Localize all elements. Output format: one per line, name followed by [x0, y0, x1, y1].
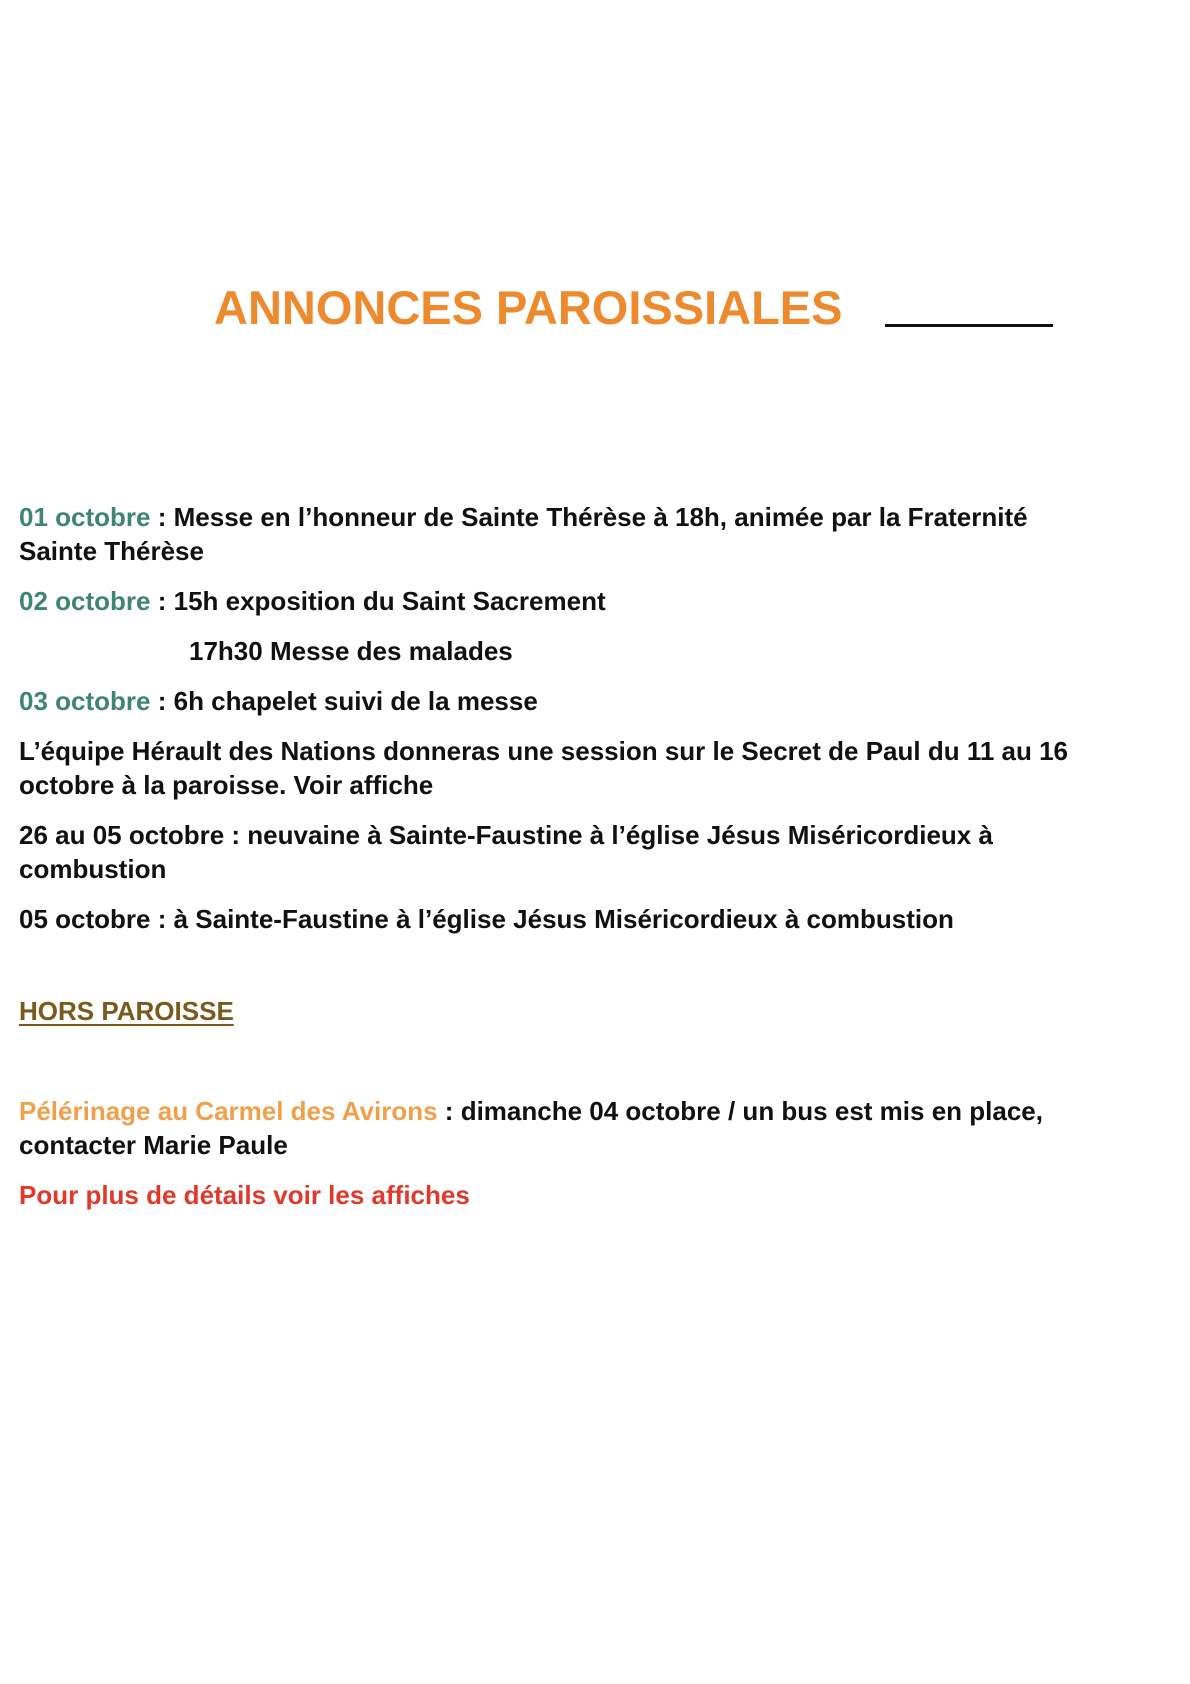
- announcements-body: [19, 500, 1099, 1228]
- announcement-date: 02 octobre: [19, 586, 151, 616]
- announcement-item: [19, 734, 1099, 802]
- announcement-item: [19, 684, 1099, 718]
- pelerinage-separator: :: [437, 1096, 461, 1126]
- pelerinage-title: Pélérinage au Carmel des Avirons: [19, 1096, 438, 1126]
- pelerinage-text: dimanche 04 octobre / un bus est mis en place, contacter Marie Paule: [19, 1096, 1043, 1160]
- pelerinage-item: [19, 1094, 1099, 1162]
- announcement-text: 05 octobre : à Sainte-Faustine à l’église Jésus Miséricordieux à combustion: [19, 904, 954, 934]
- section-heading-hors-paroisse: HORS PAROISSE: [19, 996, 234, 1026]
- announcement-separator: :: [150, 586, 174, 616]
- announcement-text: L’équipe Hérault des Nations donneras une session sur le Secret de Paul du 11 au 16 octobre à la paroisse. Voir affiche: [19, 736, 1069, 800]
- announcement-separator: :: [150, 686, 174, 716]
- announcement-item: [19, 500, 1099, 568]
- announcement-item: [19, 902, 1099, 936]
- announcement-text: 17h30 Messe des malades: [189, 636, 513, 666]
- announcement-text: 15h exposition du Saint Sacrement: [173, 586, 606, 616]
- title-rule: [885, 324, 1053, 327]
- announcement-text: 6h chapelet suivi de la messe: [173, 686, 538, 716]
- details-note: Pour plus de détails voir les affiches: [19, 1180, 470, 1210]
- announcement-text: Messe en l’honneur de Sainte Thérèse à 18h, animée par la Fraternité Sainte Thérèse: [19, 502, 1028, 566]
- announcement-item: [19, 634, 1099, 668]
- page-title: ANNONCES PAROISSIALES: [214, 281, 843, 334]
- announcement-date: 03 octobre: [19, 686, 151, 716]
- announcement-date: 01 octobre: [19, 502, 151, 532]
- announcement-text: 26 au 05 octobre : neuvaine à Sainte-Faustine à l’église Jésus Miséricordieux à combustion: [19, 820, 993, 884]
- announcement-item: [19, 818, 1099, 886]
- announcement-item: [19, 584, 1099, 618]
- announcement-separator: :: [150, 502, 174, 532]
